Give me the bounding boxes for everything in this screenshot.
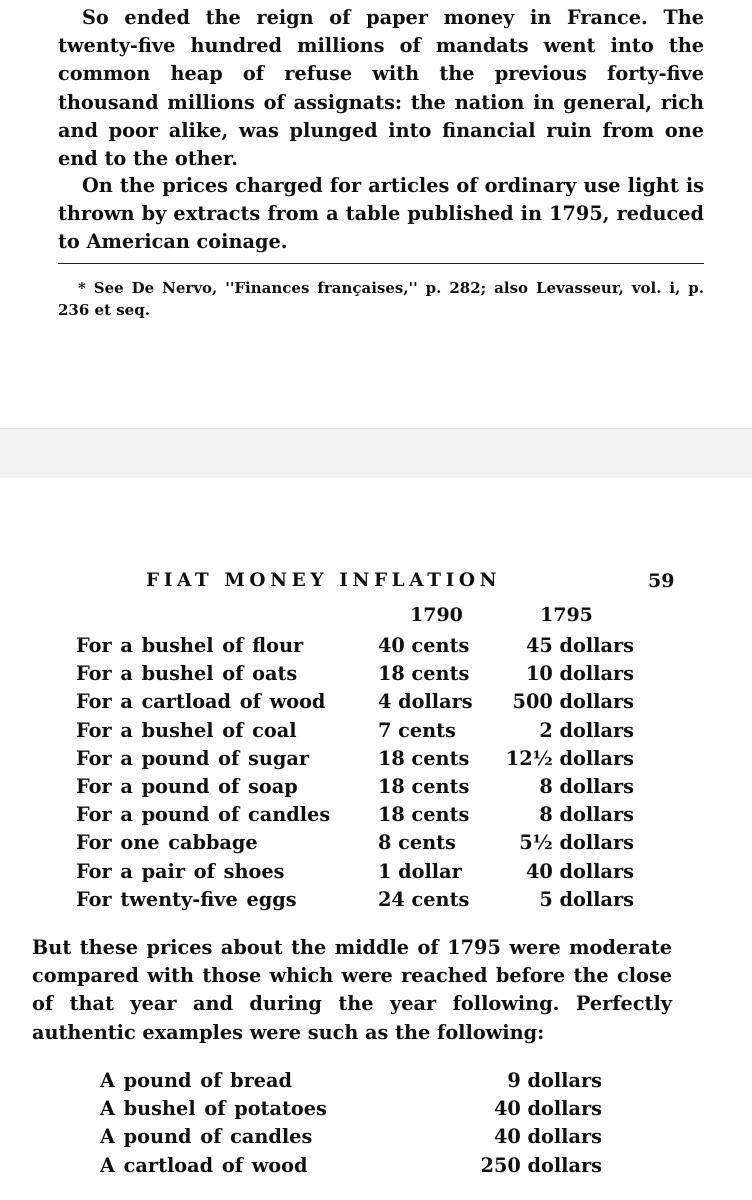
item-label: A pound of bread: [100, 1069, 292, 1092]
table-row: [0, 745, 752, 773]
footnote: * See De Nervo, ''Finances françaises,'' p. 282; also Levasseur, vol. i, p. 236 et seq.: [58, 279, 704, 319]
price-1790: 4 dollars: [378, 690, 473, 714]
price: 40 dollars: [493, 1125, 602, 1149]
running-head: FIAT MONEY INFLATION: [146, 570, 502, 591]
table-row: [0, 858, 752, 886]
price-1795: 8 dollars: [539, 803, 634, 827]
price: 40 dollars: [493, 1097, 602, 1121]
price-1790: 18 cents: [378, 662, 470, 686]
item-label: For a bushel of flour: [76, 634, 304, 657]
item-label: For a pound of sugar: [76, 746, 310, 770]
item-label: A cartload of wood: [100, 1153, 308, 1177]
table-row: [0, 829, 752, 857]
item-label: For a pair of shoes: [76, 859, 285, 883]
paragraph-paper-money-end: So ended the reign of paper money in France. The twenty-five hundred millions of mandats went into the common heap of refuse with the previous forty-five thousand millions of assignats: the nation in general, rich and poor alike, was plunged into financial ruin from one end to the other.: [58, 6, 704, 171]
paragraph-later-prices: But these prices about the middle of 1795 were moderate compared with those which were reached before the close of that year and during the year following. Perfectly authentic examples were such as the following:: [32, 936, 672, 1044]
item-label: For a pound of candles: [76, 803, 331, 827]
price: 250 dollars: [480, 1153, 602, 1177]
price-1790: 18 cents: [378, 803, 470, 827]
item-label: For a pound of soap: [76, 775, 298, 798]
table-row: [0, 1067, 752, 1095]
price-1795: 2 dollars: [539, 718, 634, 742]
table-row: [0, 1123, 752, 1151]
price-1795: 8 dollars: [539, 775, 634, 798]
price-1795: 5 dollars: [539, 887, 634, 911]
column-header-1790: 1790: [410, 604, 463, 626]
price-1790: 1 dollar: [378, 859, 462, 883]
price-1790: 7 cents: [378, 718, 456, 742]
price-1790: 40 cents: [378, 634, 470, 657]
price-1795: 12½ dollars: [505, 746, 634, 770]
item-label: For a cartload of wood: [76, 690, 326, 714]
price-1795: 45 dollars: [525, 634, 634, 657]
price: 9 dollars: [507, 1069, 602, 1092]
table-row: [0, 632, 752, 660]
price-1790: 24 cents: [378, 887, 470, 911]
price-1790: 18 cents: [378, 775, 470, 798]
item-label: A bushel of potatoes: [100, 1097, 327, 1121]
item-label: A pound of candles: [100, 1125, 313, 1149]
paragraph-prices-intro: On the prices charged for articles of ordinary use light is thrown by extracts from a table published in 1795, reduced to American coinage.: [58, 174, 704, 254]
column-header-1795: 1795: [540, 604, 593, 626]
price-1790: 18 cents: [378, 746, 470, 770]
page-gap: [0, 428, 752, 480]
book-page-58-bottom: [0, 0, 752, 428]
table-row: [0, 801, 752, 829]
price-1795: 5½ dollars: [519, 831, 634, 855]
item-label: For a bushel of coal: [76, 718, 297, 742]
book-page-59: [0, 478, 752, 1200]
price-1795: 10 dollars: [525, 662, 634, 686]
item-label: For one cabbage: [76, 831, 258, 855]
price-1795: 40 dollars: [525, 859, 634, 883]
table-row: [0, 688, 752, 716]
footnote-divider: [58, 263, 704, 264]
table-row: [0, 660, 752, 688]
item-label: For a bushel of oats: [76, 662, 298, 686]
price-1790: 8 cents: [378, 831, 456, 855]
table-row: [0, 773, 752, 801]
item-label: For twenty-five eggs: [76, 887, 297, 911]
table-row: [0, 717, 752, 745]
table-row: [0, 1095, 752, 1123]
page-number: 59: [648, 570, 675, 592]
table-row: [0, 886, 752, 914]
price-1795: 500 dollars: [512, 690, 634, 714]
table-row: [0, 1152, 752, 1180]
